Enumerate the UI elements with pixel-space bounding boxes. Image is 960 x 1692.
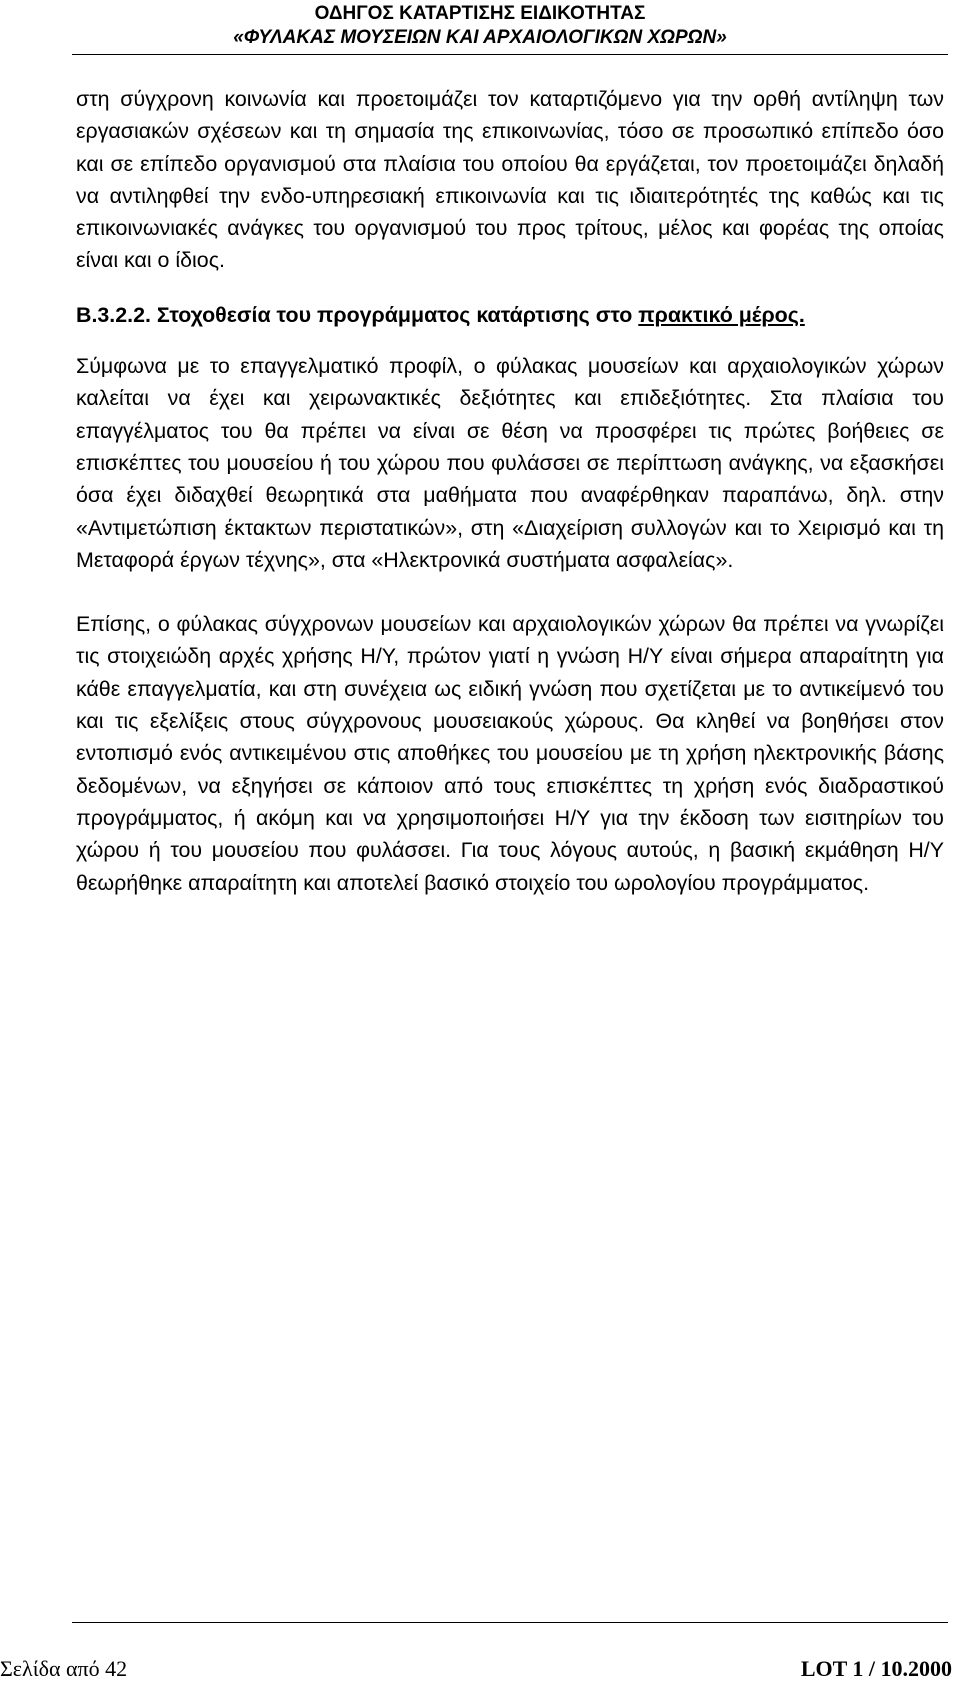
header-title-line1: ΟΔΗΓΟΣ ΚΑΤΑΡΤΙΣΗΣ ΕΙΔΙΚΟΤΗΤΑΣ — [314, 3, 646, 24]
body-paragraph-2: Σύμφωνα με το επαγγελματικό προφίλ, ο φύλακας μουσείων και αρχαιολογικών χώρων καλείται να έχει και χειρωνακτικές δεξιότητες και επιδεξιότητες. Στα πλαίσια του επαγγέλματος του θα πρέπει να είναι σε θέση να προσφέρει τις πρώτες βοήθειες σε επισκέπτες του μουσείου ή του χώρου που φυλάσσει σε περίπτωση ανάγκης, να εξασκήσει όσα έχει διδαχθεί θεωρητικά στα μαθήματα που αναφέρθηκαν παραπάνω, δηλ. στην «Αντιμετώπιση έκτακτων περιστατικών», στη «Διαχείριση συλλογών και το Χειρισμό και τη Μεταφορά έργων τέχνης», στα «Ηλεκτρονικά συστήματα ασφαλείας». — [76, 354, 944, 572]
footer-divider — [72, 1622, 948, 1623]
section-heading-underlined: πρακτικό μέρος. — [638, 302, 805, 327]
header-title-line2: «ΦΥΛΑΚΑΣ ΜΟΥΣΕΙΩΝ ΚΑΙ ΑΡΧΑΙΟΛΟΓΙΚΩΝ ΧΩΡΩΝ» — [233, 27, 727, 48]
section-heading — [76, 299, 944, 331]
body-paragraph-3: Επίσης, ο φύλακας σύγχρονων μουσείων και αρχαιολογικών χώρων θα πρέπει να γνωρίζει τις στοιχειώδη αρχές χρήσης Η/Υ, πρώτον γιατί η γνώση Η/Υ είναι σήμερα απαραίτητη για κάθε επαγγελματία, και στη συνέχεια ως ειδική γνώση που σχετίζεται με το αντικείμενό του και τις εξελίξεις στους σύγχρονους μουσειακούς χώρους. Θα κληθεί να βοηθήσει στον εντοπισμό ενός αντικειμένου στις αποθήκες του μουσείου με τη χρήση ηλεκτρονικής βάσης δεδομένων, να εξηγήσει σε κάποιον από τους επισκέπτες τη χρήση ενός διαδραστικού προγράμματος, ή ακόμη και να χρησιμοποιήσει Η/Υ για την έκδοση των εισιτηρίων του χώρου ή του μουσείου που φυλάσσει. Για τους λόγους αυτούς, η βασική εκμάθηση Η/Υ θεωρήθηκε απαραίτητη και αποτελεί βασικό στοιχείο του ωρολογίου προγράμματος. — [76, 612, 944, 895]
document-code: LOT 1 / 10.2000 — [800, 1656, 952, 1681]
section-heading-text: Β.3.2.2. Στοχοθεσία του προγράμματος κατάρτισης στο — [76, 302, 633, 327]
header-divider — [72, 54, 948, 55]
body-paragraph-1: στη σύγχρονη κοινωνία και προετοιμάζει τον καταρτιζόμενο για την ορθή αντίληψη των εργασιακών σχέσεων και τη σημασία της επικοινωνίας, τόσο σε προσωπικό επίπεδο όσο και σε επίπεδο οργανισμού στα πλαίσια του οποίου θα εργάζεται, τον προετοιμάζει δηλαδή να αντιληφθεί την ενδο-υπηρεσιακή επικοινωνία και τις ιδιαιτερότητές της καθώς και τις επικοινωνιακές ανάγκες του οργανισμού του προς τρίτους, μέλος και φορέας της οποίας είναι και ο ίδιος. — [76, 87, 944, 273]
page-header — [140, 2, 820, 50]
page-number: Σελίδα από 42 — [0, 1656, 128, 1681]
document-body — [76, 83, 944, 899]
